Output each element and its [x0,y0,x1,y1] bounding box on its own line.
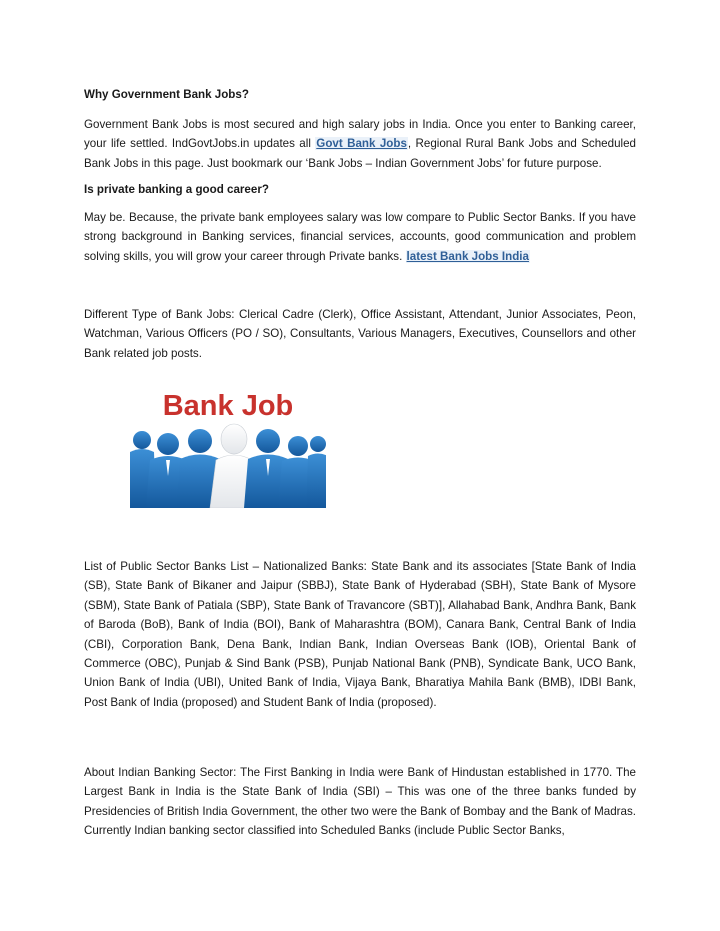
heading-why-government-bank-jobs: Why Government Bank Jobs? [84,88,249,101]
bank-job-image-title: Bank Job [162,390,294,422]
paragraph-text: , Regional Rural Bank Jobs and Scheduled Bank Jobs in this page. Just bookmark our ‘Bank Jobs – Indian Government Jobs’ for future purpose. [84,137,636,170]
paragraph-bank-job-types: Different Type of Bank Jobs: Clerical Cadre (Clerk), Office Assistant, Attendant, Junior Associates, Peon, Watchman, Various Officers (PO / SO), Consultants, Various Managers, Executives, Counsellors and other Bank related job posts. [84,308,636,360]
paragraph-text: Government Bank Jobs is most secured and high salary jobs in India. Once you enter to Banking career, your life settled. IndGovtJobs.in updates all [84,118,636,151]
paragraph-about-indian-banking: About Indian Banking Sector: The First Banking in India were Bank of Hindustan established in 1770. The Largest Bank in India is the State Bank of India (SBI) – This was one of the three banks funded by Presidencies of British India Government, the other two were the Bank of Bombay and the Bank of Madras. Currently Indian banking sector classified into Scheduled Banks (include Public Sector Banks, [84,766,636,838]
bank-job-illustration [130,384,326,508]
latest-bank-jobs-india-link[interactable]: latest Bank Jobs India [406,249,529,263]
paragraph-government-bank-jobs [84,115,636,173]
paragraph-private-banking [84,208,636,266]
paragraph-public-sector-banks: List of Public Sector Banks List – Nationalized Banks: State Bank and its associates [State Bank of India (SB), State Bank of Bikaner and Jaipur (SBBJ), State Bank of Hyderabad (SBH), State Bank of Mysore (SBM), State Bank of Patiala (SBP), State Bank of Travancore (SBT)], Allahabad Bank, Andhra Bank, Bank of Baroda (BoB), Bank of India (BOI), Bank of Maharashtra (BOM), Canara Bank, Central Bank of India (CBI), Corporation Bank, Dena Bank, Indian Bank, Indian Overseas Bank (IOB), Oriental Bank of Commerce (OBC), Punjab & Sind Bank (PSB), Punjab National Bank (PNB), Syndicate Bank, UCO Bank, Union Bank of India (UBI), United Bank of India, Vijaya Bank, Bharatiya Mahila Bank (BMB), IDBI Bank, Post Bank of India (proposed) and Student Bank of India (proposed). [84,560,636,709]
silhouette-far-right [306,436,326,508]
paragraph-text: May be. Because, the private bank employees salary was low compare to Public Sector Banks. If you have strong background in Banking services, financial services, accounts, good communication and problem solving skills, you will grow your career through Private banks. [84,211,636,263]
heading-private-banking-career: Is private banking a good career? [84,183,269,196]
govt-bank-jobs-link[interactable]: Govt Bank Jobs [316,137,407,151]
people-silhouettes-icon [130,384,326,508]
